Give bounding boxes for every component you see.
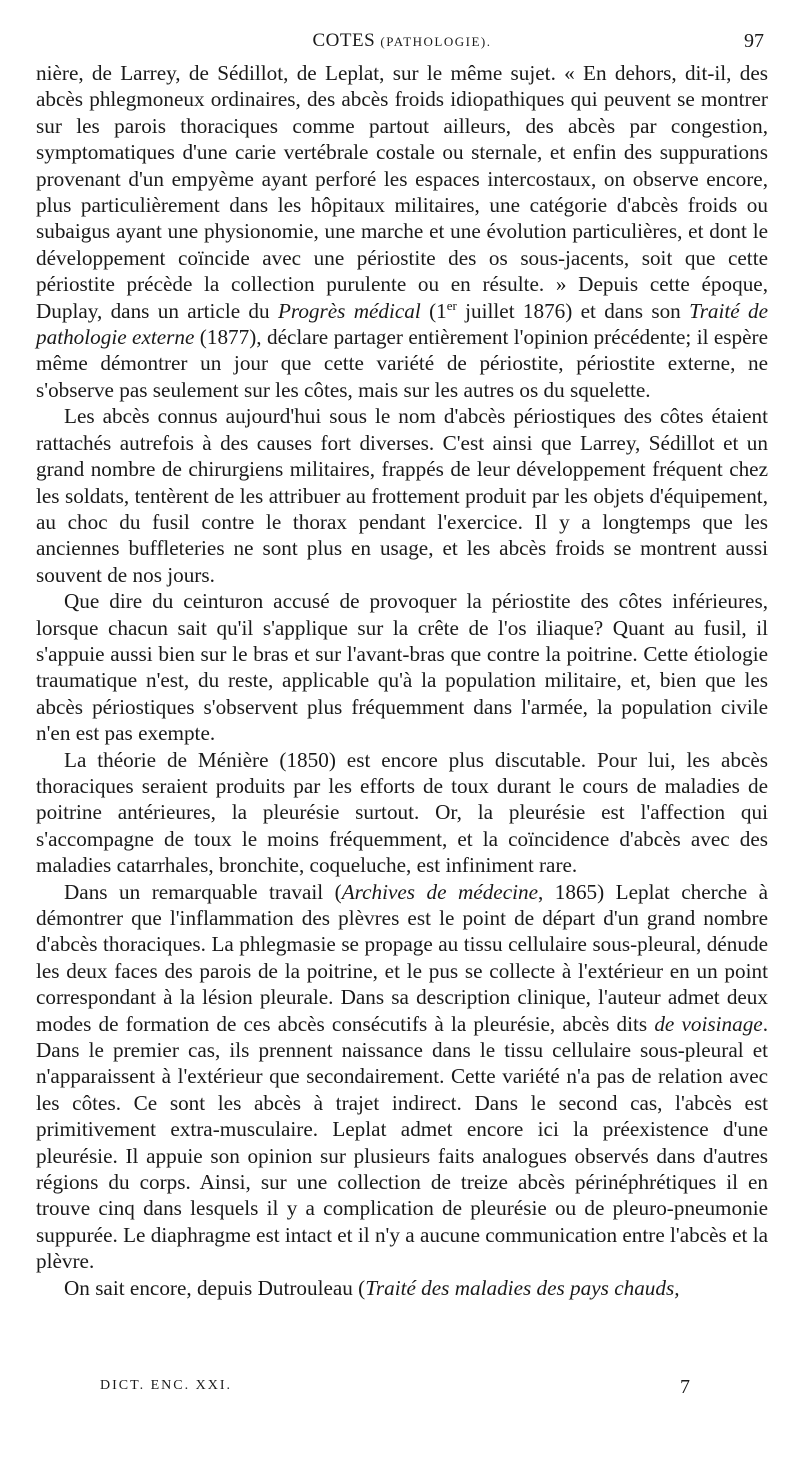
text-run: (1	[420, 298, 447, 323]
page-footer	[36, 1378, 768, 1408]
text-run: , 1865) Leplat cherche à démontrer que l'inflammation des plèvres est le point de départ d'un grand nombre d'abcès thoraciques. La phlegmasie se propage au tissu cellulaire sous-pleural, dénude les deux faces des parois de la poitrine, et le pus se collecte à l'extérieur en un point correspondant à la lésion pleurale. Dans sa description clinique, l'auteur admet deux modes de formation de ces abcès consécutifs à la pleurésie, abcès dits	[36, 879, 769, 1036]
running-head-title: COTES	[312, 30, 376, 51]
paragraph	[36, 879, 768, 1275]
text-run: Dans un remarquable travail (	[64, 879, 342, 904]
page	[36, 0, 768, 1466]
italic-text: Traité de pathologie externe	[36, 298, 769, 350]
superscript: er	[446, 297, 457, 313]
text-run: juillet 1876) et dans son	[456, 298, 690, 323]
sheet-number: 7	[680, 1376, 690, 1398]
paragraph	[36, 1275, 768, 1301]
paragraph	[36, 588, 768, 746]
text-run: Que dire du ceinturon accusé de provoquer la périostite des côtes inférieures, lorsque chacun sait qu'il s'applique sur la crête de l'os iliaque? Quant au fusil, il s'appuie aussi bien sur le bras et sur l'avant-bras que contre la poitrine. Cette étiologie traumatique n'est, du reste, applicable qu'à la population militaire, et, bien que les abcès périostiques s'observent plus fréquemment dans l'armée, la population civile n'en est pas exempte.	[36, 589, 768, 746]
text-run: . Dans le premier cas, ils prennent naissance dans le tissu cellulaire sous-pleural et n'apparaissent à l'extérieur que secondairement. Cette variété n'a pas de relation avec les côtes. Ce sont les abcès à trajet indirect. Dans le second cas, l'abcès est primitivement extra-musculaire. Leplat admet encore ici la préexistence d'une pleurésie. Il appuie son opinion sur plusieurs faits analogues observés dans d'autres régions du corps. Ainsi, sur une collection de treize abcès périnéphrétiques il en trouve cinq dans lesquels il y a complication de pleurésie ou de pleuro-pneumonie suppurée. Le diaphragme est intact et il n'y a aucune communication entre l'abcès et la plèvre.	[36, 1011, 768, 1274]
paragraph	[36, 747, 768, 879]
page-header	[36, 0, 768, 52]
text-run: La théorie de Ménière (1850) est encore plus discutable. Pour lui, les abcès thoraciques seraient produits par les efforts de toux durant le cours de maladies de poitrine antérieures, la pleurésie surtout. Or, la pleurésie est l'affection qui s'accompagne de toux le moins fréquemment, et la coïncidence d'abcès avec des maladies catarrhales, bronchite, coqueluche, est infiniment rare.	[36, 747, 768, 878]
italic-text: de voisinage	[654, 1011, 763, 1036]
body-text	[36, 60, 768, 1301]
text-run: Les abcès connus aujourd'hui sous le nom d'abcès périostiques des côtes étaient rattachés autrefois à des causes fort diverses. C'est ainsi que Larrey, Sédillot et un grand nombre de chirurgiens militaires, frappés de leur développement fréquent chez les soldats, tentèrent de les attribuer au frottement produit par les objets d'équipement, au choc du fusil contre le thorax pendant l'exercice. Il y a longtemps que les anciennes buffleteries ne sont plus en usage, et les abcès froids se montrent aussi souvent de nos jours.	[36, 404, 768, 587]
text-run: On sait encore, depuis Dutrouleau (	[64, 1275, 366, 1300]
italic-text: Traité des maladies des pays chauds,	[365, 1275, 680, 1300]
running-head-subtitle: (PATHOLOGIE).	[380, 34, 492, 49]
signature-mark: DICT. ENC. XXI.	[100, 1378, 233, 1393]
italic-text: Archives de médecine	[341, 879, 538, 904]
running-head	[36, 30, 768, 52]
italic-text: Progrès médical	[277, 298, 421, 323]
page-number: 97	[744, 30, 764, 52]
text-run: nière, de Larrey, de Sédillot, de Leplat, sur le même sujet. « En dehors, dit-il, des abcès phlegmoneux ordinaires, des abcès froids idiopathiques qui peuvent se montrer sur les parois thoraciques comme partout ailleurs, des abcès par congestion, symptomatiques d'une carie vertébrale costale ou sternale, et enfin des suppurations provenant d'un empyème ayant perforé les espaces intercostaux, on observe encore, plus particulièrement dans les hôpitaux militaires, une catégorie d'abcès froids ou subaigus ayant une physionomie, une marche et une évolution particulières, et dont le développement coïncide avec une périostite des os sous-jacents, soit que cette périostite précède la collection purulente ou en résulte. » Depuis cette époque, Duplay, dans un article du	[36, 61, 768, 323]
paragraph	[36, 403, 768, 588]
paragraph	[36, 60, 768, 403]
text-run: (1877), déclare partager entièrement l'opinion précédente; il espère même démontrer un jour que cette variété de périostite, périostite externe, ne s'observe pas seulement sur les côtes, mais sur les autres os du squelette.	[36, 325, 768, 402]
